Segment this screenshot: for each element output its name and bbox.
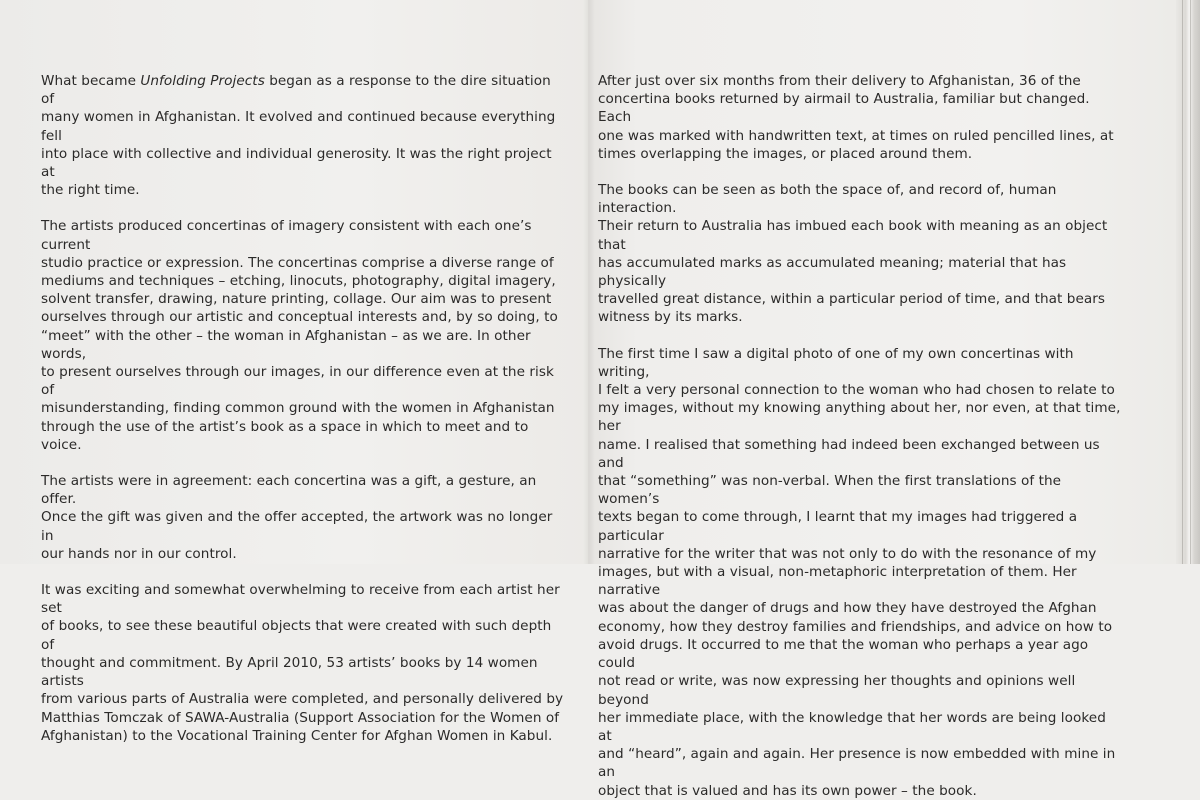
- paragraph-text: began as a response to the dire situation of many women in Afghanistan. It evolved and continued because everything fell into place with collective and individual generosity. It was the right project at the right time.: [41, 73, 556, 199]
- paragraph: The first time I saw a digital photo of one of my own concertinas with writing, I felt a very personal connection to the woman who had chosen to relate to my images, without my knowing anything about her, nor even, at that time, her name. I realised that something had indeed been exchanged between us and that “something” was non-verbal. When the first translations of the women’s texts began to come through, I learnt that my images had triggered a particular narrative for the writer that was not only to do with the resonance of my images, but with a visual, non-metaphoric interpretation of them. Her narrative was about the danger of drugs and how they have destroyed the Afghan economy, how they destroy families and friendships, and advice on how to avoid drugs. It occurred to me that the woman who perhaps a year ago could not read or write, was now expressing her thoughts and opinions well beyond her immediate place, with the knowledge that her words are being looked at and “heard”, again and again. Her presence is now embedded with mine in an object that is valued and has its own power – the book.: [598, 345, 1121, 799]
- paragraph: The artists produced concertinas of imagery consistent with each one’s current studio practice or expression. The concertinas comprise a diverse range of mediums and techniques – etching, linocuts, photography, digital imagery, solvent transfer, drawing, nature printing, collage. Our aim was to present ourselves through our artistic and conceptual interests and, by so doing, to “meet” with the other – the woman in Afghanistan – as we are. In other words, to present ourselves through our images, in our difference even at the risk of misunderstanding, finding common ground with the women in Afghanistan through the use of the artist’s book as a space in which to meet and to voice.: [41, 218, 558, 453]
- page-edge-line: [1190, 0, 1191, 564]
- right-text-column: [598, 72, 1123, 800]
- page-edge-line: [1182, 0, 1183, 564]
- paragraph: The artists were in agreement: each concertina was a gift, a gesture, an offer. Once the gift was given and the offer accepted, the artwork was no longer in our hands nor in our control.: [41, 473, 553, 562]
- paragraph: It was exciting and somewhat overwhelming to receive from each artist her set of books, to see these beautiful objects that were created with such depth of thought and commitment. By April 2010, 53 artists’ books by 14 women artists from various parts of Australia were completed, and personally delivered by Matthias Tomczak of SAWA-Australia (Support Association for the Women of Afghanistan) to the Vocational Training Center for Afghan Women in Kabul.: [41, 582, 564, 744]
- paragraph: [41, 72, 566, 199]
- paragraph: After just over six months from their delivery to Afghanistan, 36 of the concertina books returned by airmail to Australia, familiar but changed. Each one was marked with handwritten text, at times on ruled pencilled lines, at times overlapping the images, or placed around them.: [598, 73, 1114, 162]
- paragraph: The books can be seen as both the space of, and record of, human interaction. Their return to Australia has imbued each book with meaning as an object that has accumulated marks as accumulated meaning; material that has physically travelled great distance, within a particular period of time, and that bears witness by its marks.: [598, 182, 1108, 326]
- page-edge: [1176, 0, 1200, 564]
- book-gutter: [583, 0, 595, 564]
- paragraph-text: What became: [41, 73, 141, 89]
- project-title: Unfolding Projects: [140, 73, 265, 89]
- left-text-column: [41, 72, 566, 745]
